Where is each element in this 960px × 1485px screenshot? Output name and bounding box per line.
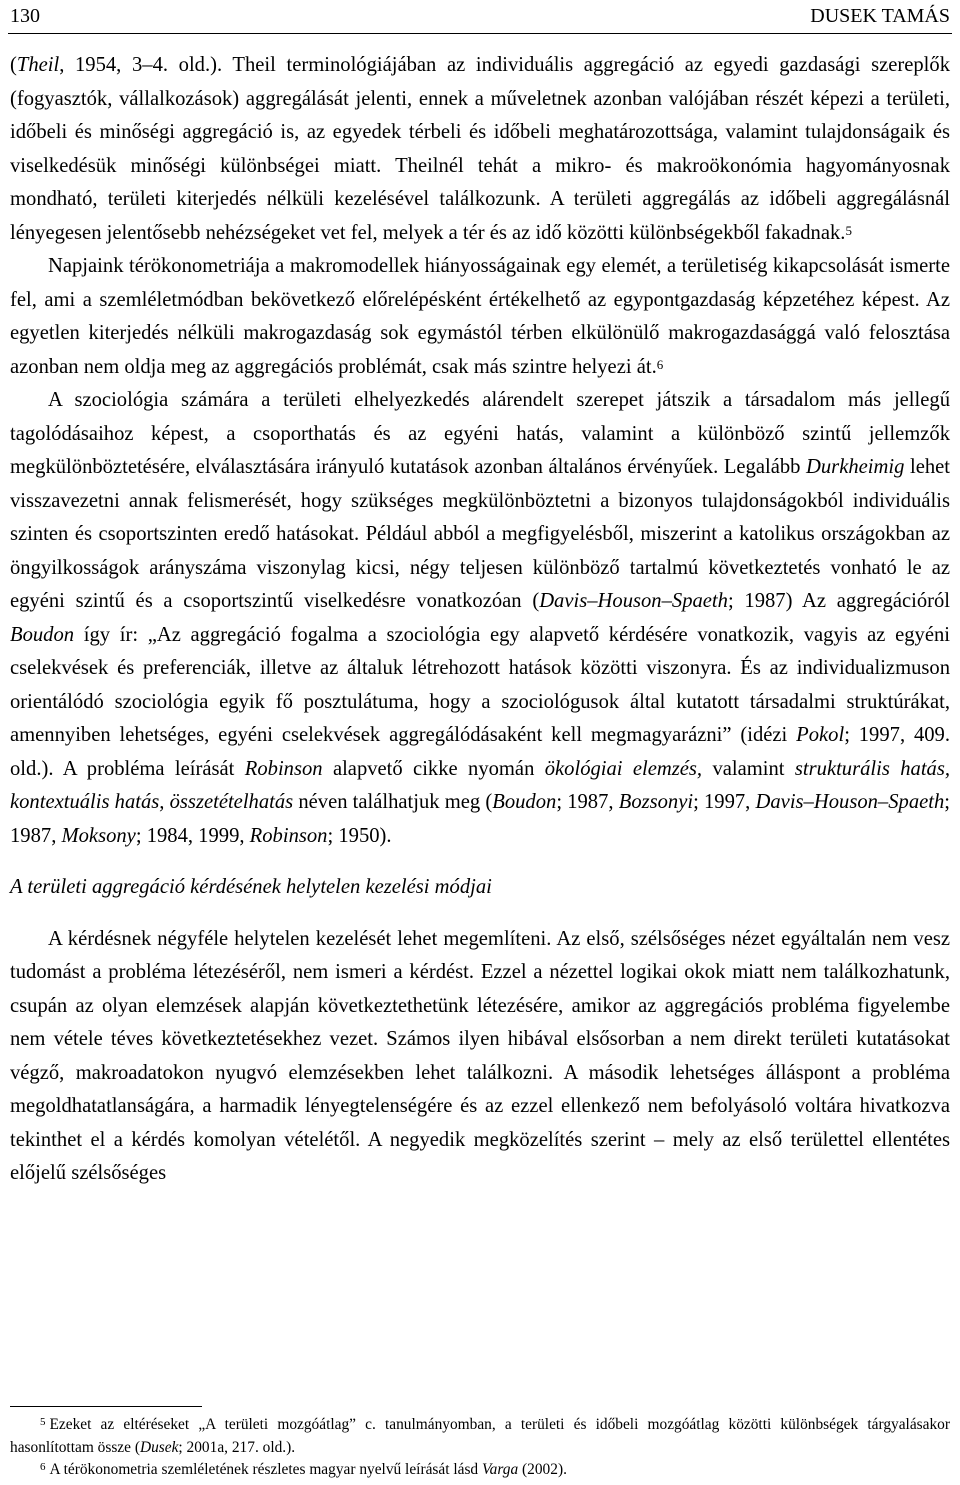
running-header bbox=[10, 4, 950, 28]
italic-text: Boudon bbox=[10, 623, 75, 646]
text-run: ; 1997, bbox=[693, 791, 756, 813]
running-head-author: DUSEK TAMÁS bbox=[810, 5, 950, 27]
footnote bbox=[10, 1459, 950, 1482]
footnote-ref: 6 bbox=[656, 356, 664, 372]
italic-text: Robinson bbox=[249, 824, 328, 847]
paragraph bbox=[10, 49, 950, 250]
paragraph bbox=[10, 384, 950, 853]
italic-text: Theil bbox=[16, 54, 60, 76]
text-run: néven találhatjuk meg ( bbox=[293, 791, 493, 813]
italic-text: Durkheimig bbox=[806, 456, 905, 478]
italic-text: Varga bbox=[481, 1461, 519, 1478]
italic-text: strukturális hatás, kontextuális hatás, összetételhatás bbox=[10, 757, 951, 813]
footnotes bbox=[10, 1414, 950, 1482]
text-run: ; 1984, 1999, bbox=[135, 824, 250, 847]
text-run: , 1954, 3–4. old.). Theil terminológiájában az individuális aggregáció az egyedi gazdasági szereplők (fogyasztók, vállalkozások) aggregálását jelenti, ennek a műveletnek azonban valójában részét képezi a területi, időbeli és minőségi aggregáció is, az egyedek térbeli és időbeli meghatározottsága, valamint tulajdonságaik és viselkedésük minőségi különbségei miatt. Theilnél tehát a mikro- és makroökonómia hagyományosnak mondható, területi kiterjedés nélküli kezelésével találkozunk. A területi aggregálás az időbeli aggregálásnál lényegesen jelentősebb nehézségeket vet fel, melyek a tér és az idő közötti különbségekből fakadnak. bbox=[10, 54, 950, 244]
footnote-number: 6 bbox=[40, 1461, 46, 1473]
text-run: lehet visszavezetni annak felismerését, hogy szükséges megkülönböztetni a bizonyos tulajdonságokból individuális szinten és csoportszinten eredő hatásokat. Például abból a megfigyelésből, miszerint a katolikus országokban az öngyilkosságok arányszáma viszonylag kicsi, négy teljesen különböző tartalmú következtetés vonható le az egyéni szintű és a csoportszintű viselkedésre vonatkozóan ( bbox=[10, 456, 950, 612]
text-run: ( bbox=[10, 54, 17, 76]
italic-text: Robinson bbox=[244, 757, 323, 780]
header-rule bbox=[8, 33, 952, 34]
text-run: A szociológia számára a területi elhelyezkedés alárendelt szerepet játszik a társadalom más jellegű tagolódásaihoz képest, a csoporthatás és az egyéni hatás, valamint a különböző szintű jellemzők megkülönböztetésére, elválasztására irányuló kutatások azonban általános érvényűek. Legalább bbox=[10, 389, 950, 478]
italic-text: Boudon bbox=[492, 791, 557, 813]
text-run: (2002). bbox=[518, 1461, 567, 1478]
italic-text: Dusek bbox=[139, 1439, 179, 1456]
text-run: így ír: „Az aggregáció fogalma a szociológia egy alapvető kérdésére vonatkozik, vagyis az egyéni cselekvések és preferenciák, illetve az általuk létrehozott hatások közötti viszonyra. És az individualizmuson orientálódó szociológia egyik fő posztulátuma, hogy a szociológusok által kutatott társadalmi struktúrákat, amennyiben lehetséges, egyéni cselekvések aggregálódásaként kell megmagyarázni” (idézi bbox=[10, 623, 950, 746]
footnote-number: 5 bbox=[40, 1416, 46, 1428]
text-run: ; 1987, bbox=[10, 791, 951, 847]
section-heading bbox=[10, 871, 950, 905]
text-run: A kérdésnek négyféle helytelen kezelését lehet megemlíteni. Az első, szélsőséges nézet egyáltalán nem vesz tudomást a probléma létezéséről, nem ismeri a kérdést. Ezzel a nézettel logikai okok miatt nem találkozhatunk, csupán az olyan elemzések alapján következtethetünk létezésére, amikor az aggregációs probléma figyelembe nem vétele téves következtetésekhez vezet. Számos ilyen hibával elsősorban a nem direkt területi kutatásokat végző, makroadatokon nyugvó elemzésekben lehet találkozni. A második lehetséges álláspont a probléma megoldhatatlanságára, a harmadik lényegtelenségére és az ezzel ellenkező nem befolyásoló voltára hivatkozva tekinthet el a kérdés komolyan vételétől. A negyedik megközelítés szerint – mely az első területtel ellentétes előjelű szélsőséges bbox=[10, 927, 950, 1184]
text-run: ; 1987, bbox=[556, 791, 619, 813]
text-run: ; 2001a, 217. old.). bbox=[178, 1439, 296, 1456]
text-run: ; 1987) Az aggregációról bbox=[727, 590, 950, 612]
text-run: Ezeket az eltéréseket „A területi mozgóátlag” c. tanulmányomban, a területi és időbeli mozgóátlag közötti különbségek tárgyalásakor hasonlítottam össze ( bbox=[10, 1416, 950, 1456]
italic-text: Davis–Houson–Spaeth bbox=[539, 590, 728, 612]
paragraph bbox=[10, 250, 950, 384]
footnote bbox=[10, 1414, 950, 1459]
italic-text: Bozsonyi bbox=[618, 791, 694, 813]
paragraph bbox=[10, 923, 950, 1191]
italic-text: Moksony bbox=[61, 824, 136, 847]
italic-text: ökológiai elemzés, bbox=[544, 757, 703, 780]
text-run: ; 1950). bbox=[327, 824, 392, 847]
footnote-ref: 5 bbox=[845, 222, 852, 238]
italic-text: Davis–Houson–Spaeth bbox=[755, 791, 945, 813]
footnote-separator bbox=[10, 1406, 202, 1407]
text-run: alapvető cikke nyomán bbox=[322, 757, 545, 780]
text-run: A térökonometria szemléletének részletes magyar nyelvű leírását lásd bbox=[49, 1461, 482, 1478]
text-run: ; 1997, 409. old.). A probléma leírását bbox=[10, 724, 950, 780]
italic-text: A területi aggregáció kérdésének helytelen kezelési módjai bbox=[10, 876, 492, 898]
body-text bbox=[10, 49, 950, 1191]
page-number: 130 bbox=[10, 5, 40, 27]
text-run: valamint bbox=[702, 757, 795, 780]
italic-text: Pokol bbox=[796, 724, 845, 746]
text-run: Napjaink térökonometriája a makromodellek hiányosságainak egy elemét, a területiség kikapcsolását ismerte fel, ami a szemléletmódban bekövetkező előrelépésként értékelhető az egypontgazdaság képzetéhez képest. Az egyetlen kiterjedés nélküli makrogazdaság sok egymástól térben elkülönülő makrogazdasággá való felosztása azonban nem oldja meg az aggregációs problémát, csak más szintre helyezi át. bbox=[10, 255, 950, 378]
